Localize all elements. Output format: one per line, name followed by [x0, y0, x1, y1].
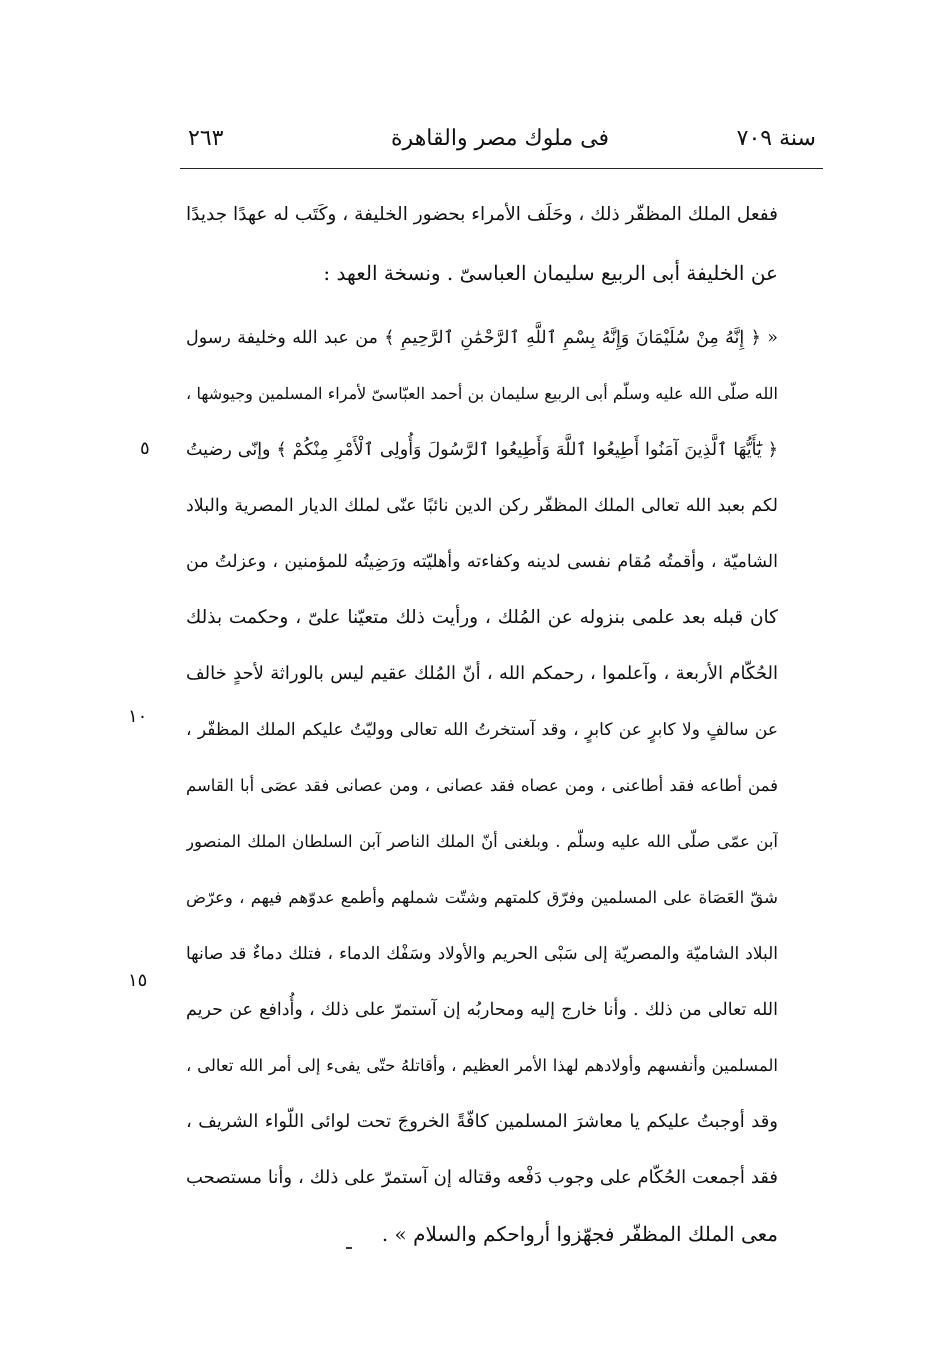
text-line: كان قبله بعد علمى بنزوله عن المُلك ، ورأيت ذلك متعيّنا علىّ ، وحكمت بذلك — [186, 607, 778, 628]
year-label: سنة ٧٠٩ — [736, 126, 816, 151]
text-line: لكم بعبد الله تعالى الملك المظفّر ركن الدين نائبًا عنّى لملك الديار المصرية والبلاد — [186, 496, 778, 516]
text-line: آبن عمّى صلّى الله عليه وسلّم . وبلغنى أنّ الملك الناصر آبن السلطان الملك المنصور — [186, 832, 778, 851]
text-line: الشاميّة ، وأقمتُه مُقام نفسى لدينه وكفاءته وأهليّته ورَضِيتُه للمؤمنين ، وعزلتُ من — [186, 552, 778, 572]
text-line: عن الخليفة أبى الربيع سليمان العباسىّ . ونسخة العهد : — [323, 261, 778, 285]
text-line: عن سالفٍ ولا كابرٍ عن كابرٍ ، وقد آستخرتُ الله تعالى ووليّتُ عليكم الملك المظفّر ، — [186, 720, 778, 740]
margin-line-number: ٥ — [140, 438, 150, 459]
text-line: فمن أطاعه فقد أطاعنى ، ومن عصاه فقد عصانى ، ومن عصانى فقد عصَى أبا القاسم — [186, 776, 778, 795]
text-line: معى الملك المظفّر فجهّزوا أرواحكم والسلام » . — [381, 1222, 778, 1246]
text-line: ﴿ يَٰٓأَيُّهَا ٱلَّذِينَ آمَنُوا أَطِيعُوا ٱللَّهَ وَأَطِيعُوا ٱلرَّسُولَ وَأُولِى ٱلْأَمْرِ مِنْكُمْ ﴾ وإنّى رضيتُ — [186, 440, 778, 460]
text-line: شقّ العَصَاة على المسلمين وفرّق كلمتهم وشتّت شملهم وأطمع عدوّهم فيهم ، وعرّض — [186, 888, 778, 907]
page-number: ٢٦٣ — [188, 126, 224, 151]
margin-line-number: ١٠ — [128, 706, 148, 727]
running-title: فى ملوك مصر والقاهرة — [391, 126, 609, 151]
running-header — [180, 118, 820, 162]
text-line: المسلمين وأنفسهم وأولادهم لهذا الأمر العظيم ، وأقاتلهُ حتّى يفىء إلى أمر الله تعالى ، — [186, 1056, 778, 1075]
text-line: وقد أوجبتُ عليكم يا معاشرَ المسلمين كافّةً الخروجَ تحت لوائى اللّواء الشريف ، — [186, 1111, 778, 1132]
text-line: فقد أجمعت الحُكّام على وجوب دَفْعه وقتاله إن آستمرّ على ذلك ، وأنا مستصحب — [186, 1167, 778, 1188]
text-line: البلاد الشاميّة والمصريّة إلى سَبْى الحريم والأولاد وسَفْك الدماء ، فتلك دماءٌ قد صانها — [186, 944, 778, 964]
header-rule — [180, 168, 823, 169]
text-line: الله تعالى من ذلك . وأنا خارج إليه ومحاربُه إن آستمرّ على ذلك ، وأُدافع عن حريم — [186, 1000, 778, 1020]
text-line: الله صلّى الله عليه وسلّم أبى الربيع سليمان بن أحمد العبّاسىّ لأمراء المسلمين وجيوشها ، — [186, 384, 778, 403]
text-line: الحُكّام الأربعة ، وآعلموا ، رحمكم الله ، أنّ المُلك عقيم ليس بالوراثة لأحدٍ خالف — [186, 663, 778, 684]
text-line: « ﴿ إِنَّهُ مِنْ سُلَيْمَانَ وَإِنَّهُ بِسْمِ ٱللَّهِ ٱلرَّحْمَٰنِ ٱلرَّحِيمِ ﴾ من عبد الله وخليفة رسول — [186, 328, 778, 348]
margin-line-number: ١٥ — [128, 970, 148, 991]
text-line: ففعل الملك المظفّر ذلك ، وحَلَف الأمراء بحضور الخليفة ، وكَتَب له عهدًا جديدًا — [186, 204, 778, 225]
page-mark — [346, 1247, 352, 1249]
